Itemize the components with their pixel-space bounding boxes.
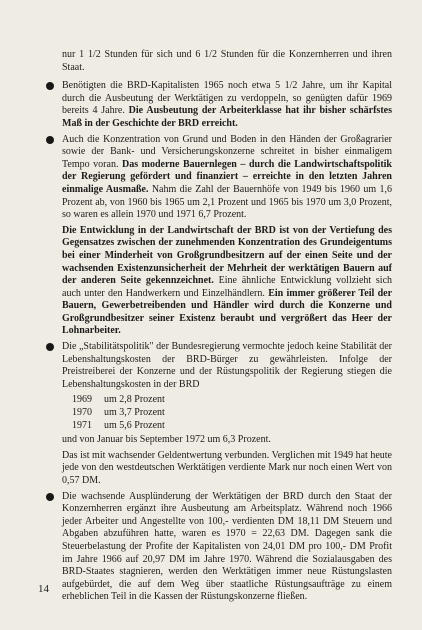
paragraph: [62, 434, 392, 447]
table-row: [72, 394, 392, 407]
paragraph: [62, 49, 392, 74]
paragraph: [62, 134, 392, 222]
table-value: um 3,7 Prozent: [104, 407, 165, 419]
text-span: Die „Stabilitätspolitik" der Bundesregierung vermochte jedoch keine Stabilität der Lebenshaltungskosten der BRD-Bürger zu gewährleisten. Infolge der Preistreiberei der Konzerne und der Rüstungspolitik der Regierung stiegen die Lebenshaltungskosten in der BRD: [62, 341, 392, 390]
paragraph: [62, 225, 392, 338]
paragraph: [62, 80, 392, 130]
table-year: 1970: [72, 407, 92, 419]
text-span: Das ist mit wachsender Geldentwertung verbunden. Verglichen mit 1949 hat heute jede von den westdeutschen Werktätigen verdiente Mark nur noch einen Wert von 0,57 DM.: [62, 449, 392, 486]
table-value: um 5,6 Prozent: [104, 419, 165, 431]
bold-text-span: Ein immer größerer Teil der Bauern, Gewerbetreibenden und Händler wird durch die Konzerne und Großgrundbesitzer seiner Existenz beraubt und vergrößert das Heer der Lohnarbeiter.: [62, 287, 393, 337]
table-row: [72, 407, 392, 420]
price-increase-table: [72, 394, 392, 432]
paragraph: [62, 491, 392, 604]
bold-text-span: Die Entwicklung in der Landwirtschaft der BRD ist von der Vertiefung des Gegensatzes zwischen der zunehmenden Konzentration des Grundeigentums bei einer Minderheit von Großgrundbesitzern auf der einen Seite und der wachsenden Existenzunsicherheit der Mehrheit der werktätigen Bauern auf der anderen Seite gekennzeichnet.: [62, 224, 392, 287]
bold-text-span: Die Ausbeutung der Arbeiterklasse hat ihr bisher schärfstes Maß in der Geschichte der BRD erreicht.: [62, 105, 392, 129]
paragraph: [62, 450, 392, 488]
text-span: Die wachsende Ausplünderung der Werktätigen der BRD durch den Staat der Konzernherren ergänzt ihre Ausbeutung am Arbeitsplatz. Während noch 1966 jeder Arbeiter und Angestellte von 100,- verdienten DM 18,11 DM Steuern und Abgaben abzuführen hatte, waren es 1970 = 22,63 DM. Dagegen sank die Steuerbelastung der Profite der Kapitalisten von 24,01 DM pro 100,- DM Profit im Jahre 1966 auf 20,97 DM im Jahre 1970. Während die Sozialausgaben des BRD-Staates stagnieren, werden den Werktätigen immer neue Rüstungslasten aufgebürdet, die auf dem Weg über staatliche Rüstungsaufträge zu einem erheblichen Teil in die Kassen der Rüstungskonzerne fließen.: [62, 490, 392, 603]
text-span: Auch die Konzentration von Grund und Boden in den Händen der Großagrarier sowie der Bank- und Versicherungskonzerne schreitet in bisher einmaligem Tempo voran.: [62, 133, 392, 170]
text-span: und von Januar bis September 1972 um 6,3 Prozent.: [62, 434, 271, 446]
text-span: Nahm die Zahl der Bauernhöfe von 1949 bis 1960 um 1,6 Prozent ab, von 1960 bis 1965 um 2,1 Prozent und 1965 bis 1970 um 3,0 Prozent, so waren es allein 1970 und 1971 6,7 Prozent.: [62, 183, 393, 221]
bold-text-span: Das moderne Bauernlegen – durch die Landwirtschaftspolitik der Regierung gefördert und finanziert – erreichte in den letzten Jahren einmalige Ausmaße.: [62, 158, 392, 195]
bullet-dot-icon: [46, 136, 54, 144]
bullet-dot-icon: [46, 493, 54, 501]
bullet-dot-icon: [46, 82, 54, 90]
page-number: 14: [38, 583, 49, 595]
page-body: [62, 49, 392, 607]
table-row: [72, 420, 392, 433]
paragraph: [62, 341, 392, 391]
text-span: nur 1 1/2 Stunden für sich und 6 1/2 Stunden für die Konzernherren und ihren Staat.: [62, 49, 392, 73]
table-year: 1969: [72, 394, 92, 406]
table-year: 1971: [72, 419, 92, 431]
text-span: Eine ähnliche Entwicklung vollzieht sich auch unter den Handwerkern und Einzelhändlern.: [62, 275, 393, 299]
table-value: um 2,8 Prozent: [104, 394, 165, 406]
bullet-dot-icon: [46, 343, 54, 351]
text-span: Benötigten die BRD-Kapitalisten 1965 noch etwa 5 1/2 Jahre, um ihr Kapital durch die Ausbeutung der Werktätigen zu verdoppeln, so genügten dafür 1969 bereits 4 Jahre.: [62, 80, 392, 117]
